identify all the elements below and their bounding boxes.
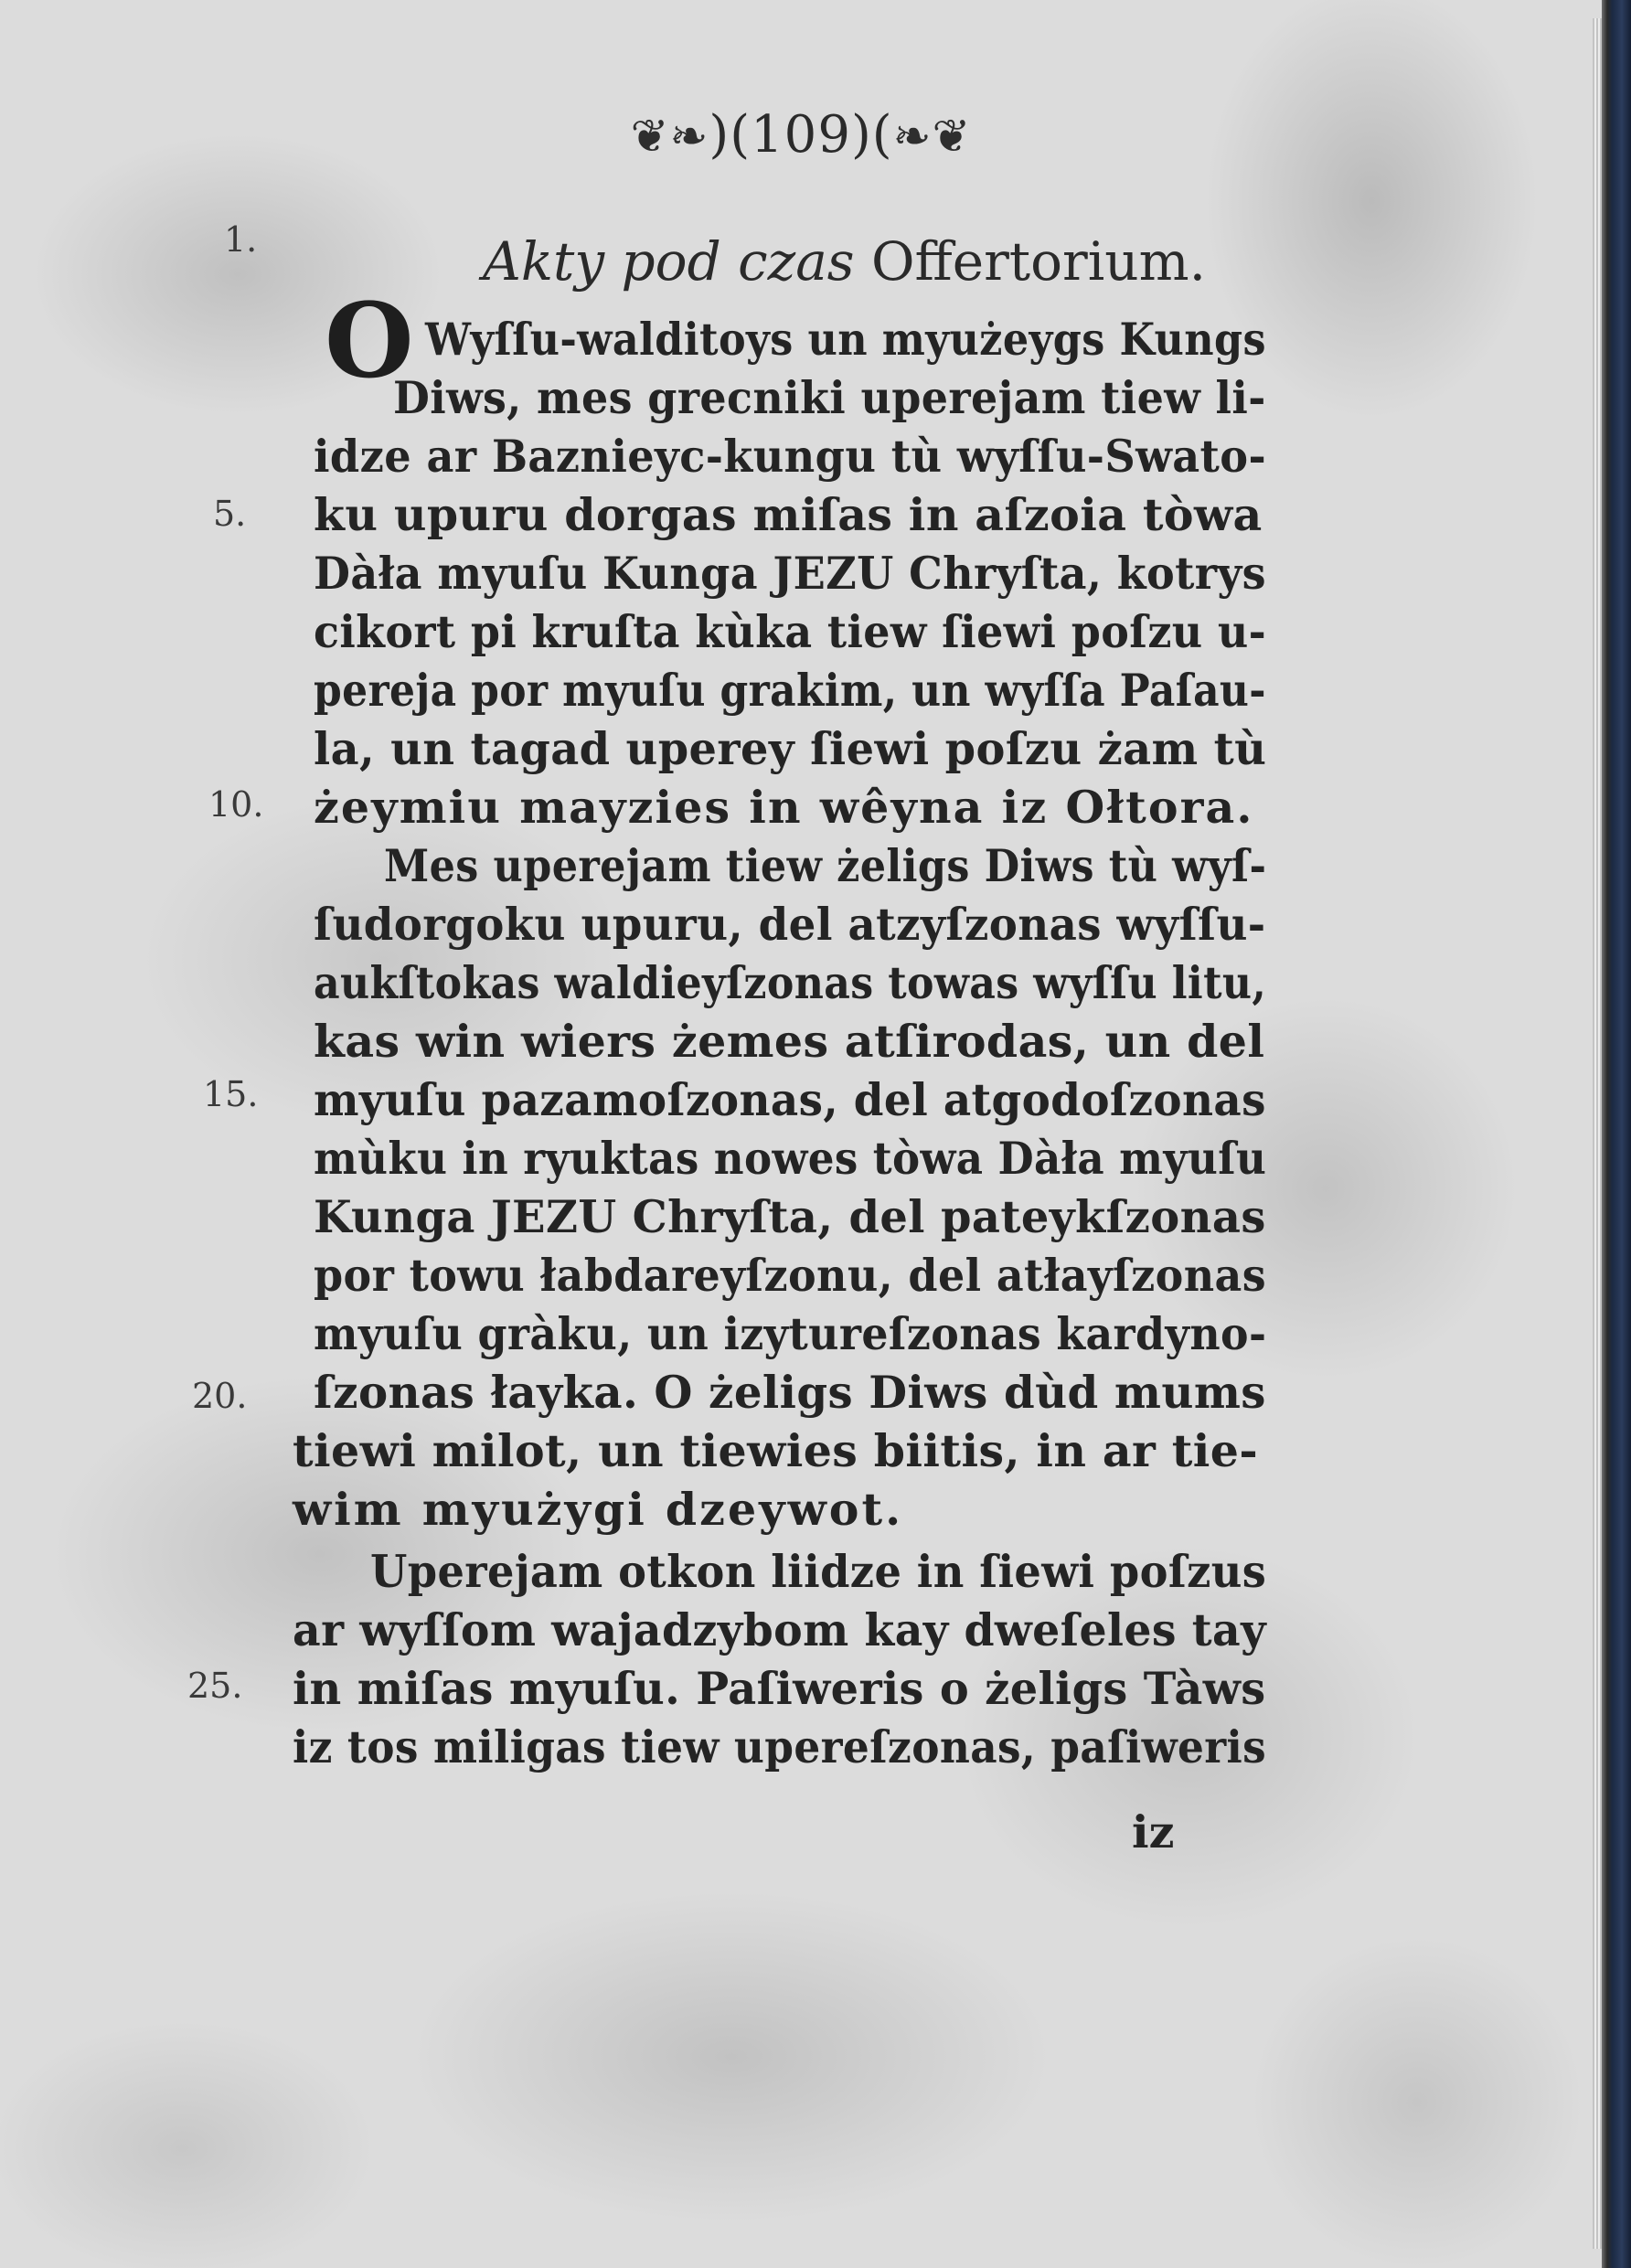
text-line: in miſas myuſu. Paſiweris o żeligs Tàws [293,1662,1266,1715]
catchword: iz [1132,1805,1175,1858]
text-line: mùku in ryuktas nowes tòwa Dàła myuſu [314,1132,1267,1185]
text-line: tiewi milot, un tiewies biitis, in ar tie- [293,1424,1259,1477]
text-line: pereja por myuſu grakim, un wyſſa Paſau- [314,664,1266,717]
book-cover-edge [1602,0,1631,2268]
page-edge-lines [1593,18,1602,2249]
text-line: la, un tagad uperey ſiewi poſzu żam tù [314,722,1267,775]
section-heading [483,230,1206,293]
text-line: myuſu pazamoſzonas, del atgodoſzonas [314,1073,1266,1126]
text-line: Kunga JEZU Chryſta, del pateykſzonas [314,1190,1266,1243]
line-number: 20. [192,1376,248,1416]
ornament-right-icon: ❧❦ [892,110,972,163]
ornament-left-icon: ❦❧ [630,110,709,163]
text-line: ſudorgoku upuru, del atzyſzonas wyſſu- [314,898,1266,951]
text-line: Mes uperejam tiew żeligs Diws tù wyſ- [384,839,1267,892]
text-line: ku upuru dorgas miſas in aſzoia tòwa [314,488,1263,541]
drop-cap: O [325,282,414,401]
line-number: 15. [203,1074,259,1114]
text-line: żeymiu mayzies in wêyna iz Ołtora. [314,781,1254,834]
text-line: por towu łabdareyſzonu, del atłayſzonas [314,1249,1266,1302]
line-number: 10. [208,784,264,825]
text-line: Dàła myuſu Kunga JEZU Chryſta, kotrys [314,547,1266,600]
line-number: 5. [213,494,247,534]
text-line: wim myużygi dzeywot. [293,1483,904,1536]
text-line: Uperejam otkon liidze in ſiewi poſzus [370,1545,1267,1598]
text-line: myuſu gràku, un izytureſzonas kardyno- [314,1307,1267,1360]
text-line: iz tos miligas tiew upereſzonas, paſiweris [293,1720,1267,1773]
page-number: )(109)( [709,105,893,165]
line-number: 1. [224,219,258,260]
text-line: Diws, mes grecniki uperejam tiew li- [393,371,1266,424]
heading-roman: Offertorium. [870,230,1207,293]
heading-italic: Akty pod czas [483,230,855,293]
text-line: cikort pi kruſta kùka tiew ſiewi poſzu u- [314,605,1267,658]
text-line: idze ar Baznieyc-kungu tù wyſſu-Swato- [314,430,1267,483]
text-line: ar wyſſom wajadzybom kay dweſeles tay [293,1603,1267,1656]
line-number: 25. [187,1666,243,1706]
text-line: ſzonas łayka. O żeligs Diws dùd mums [314,1366,1266,1419]
text-line: aukſtokas waldieyſzonas towas wyſſu litu, [314,956,1267,1009]
page-header [0,105,1602,165]
text-line: kas win wiers żemes atſirodas, un del [314,1015,1265,1068]
text-line: Wyſſu-walditoys un myużeygs Kungs [425,313,1266,366]
